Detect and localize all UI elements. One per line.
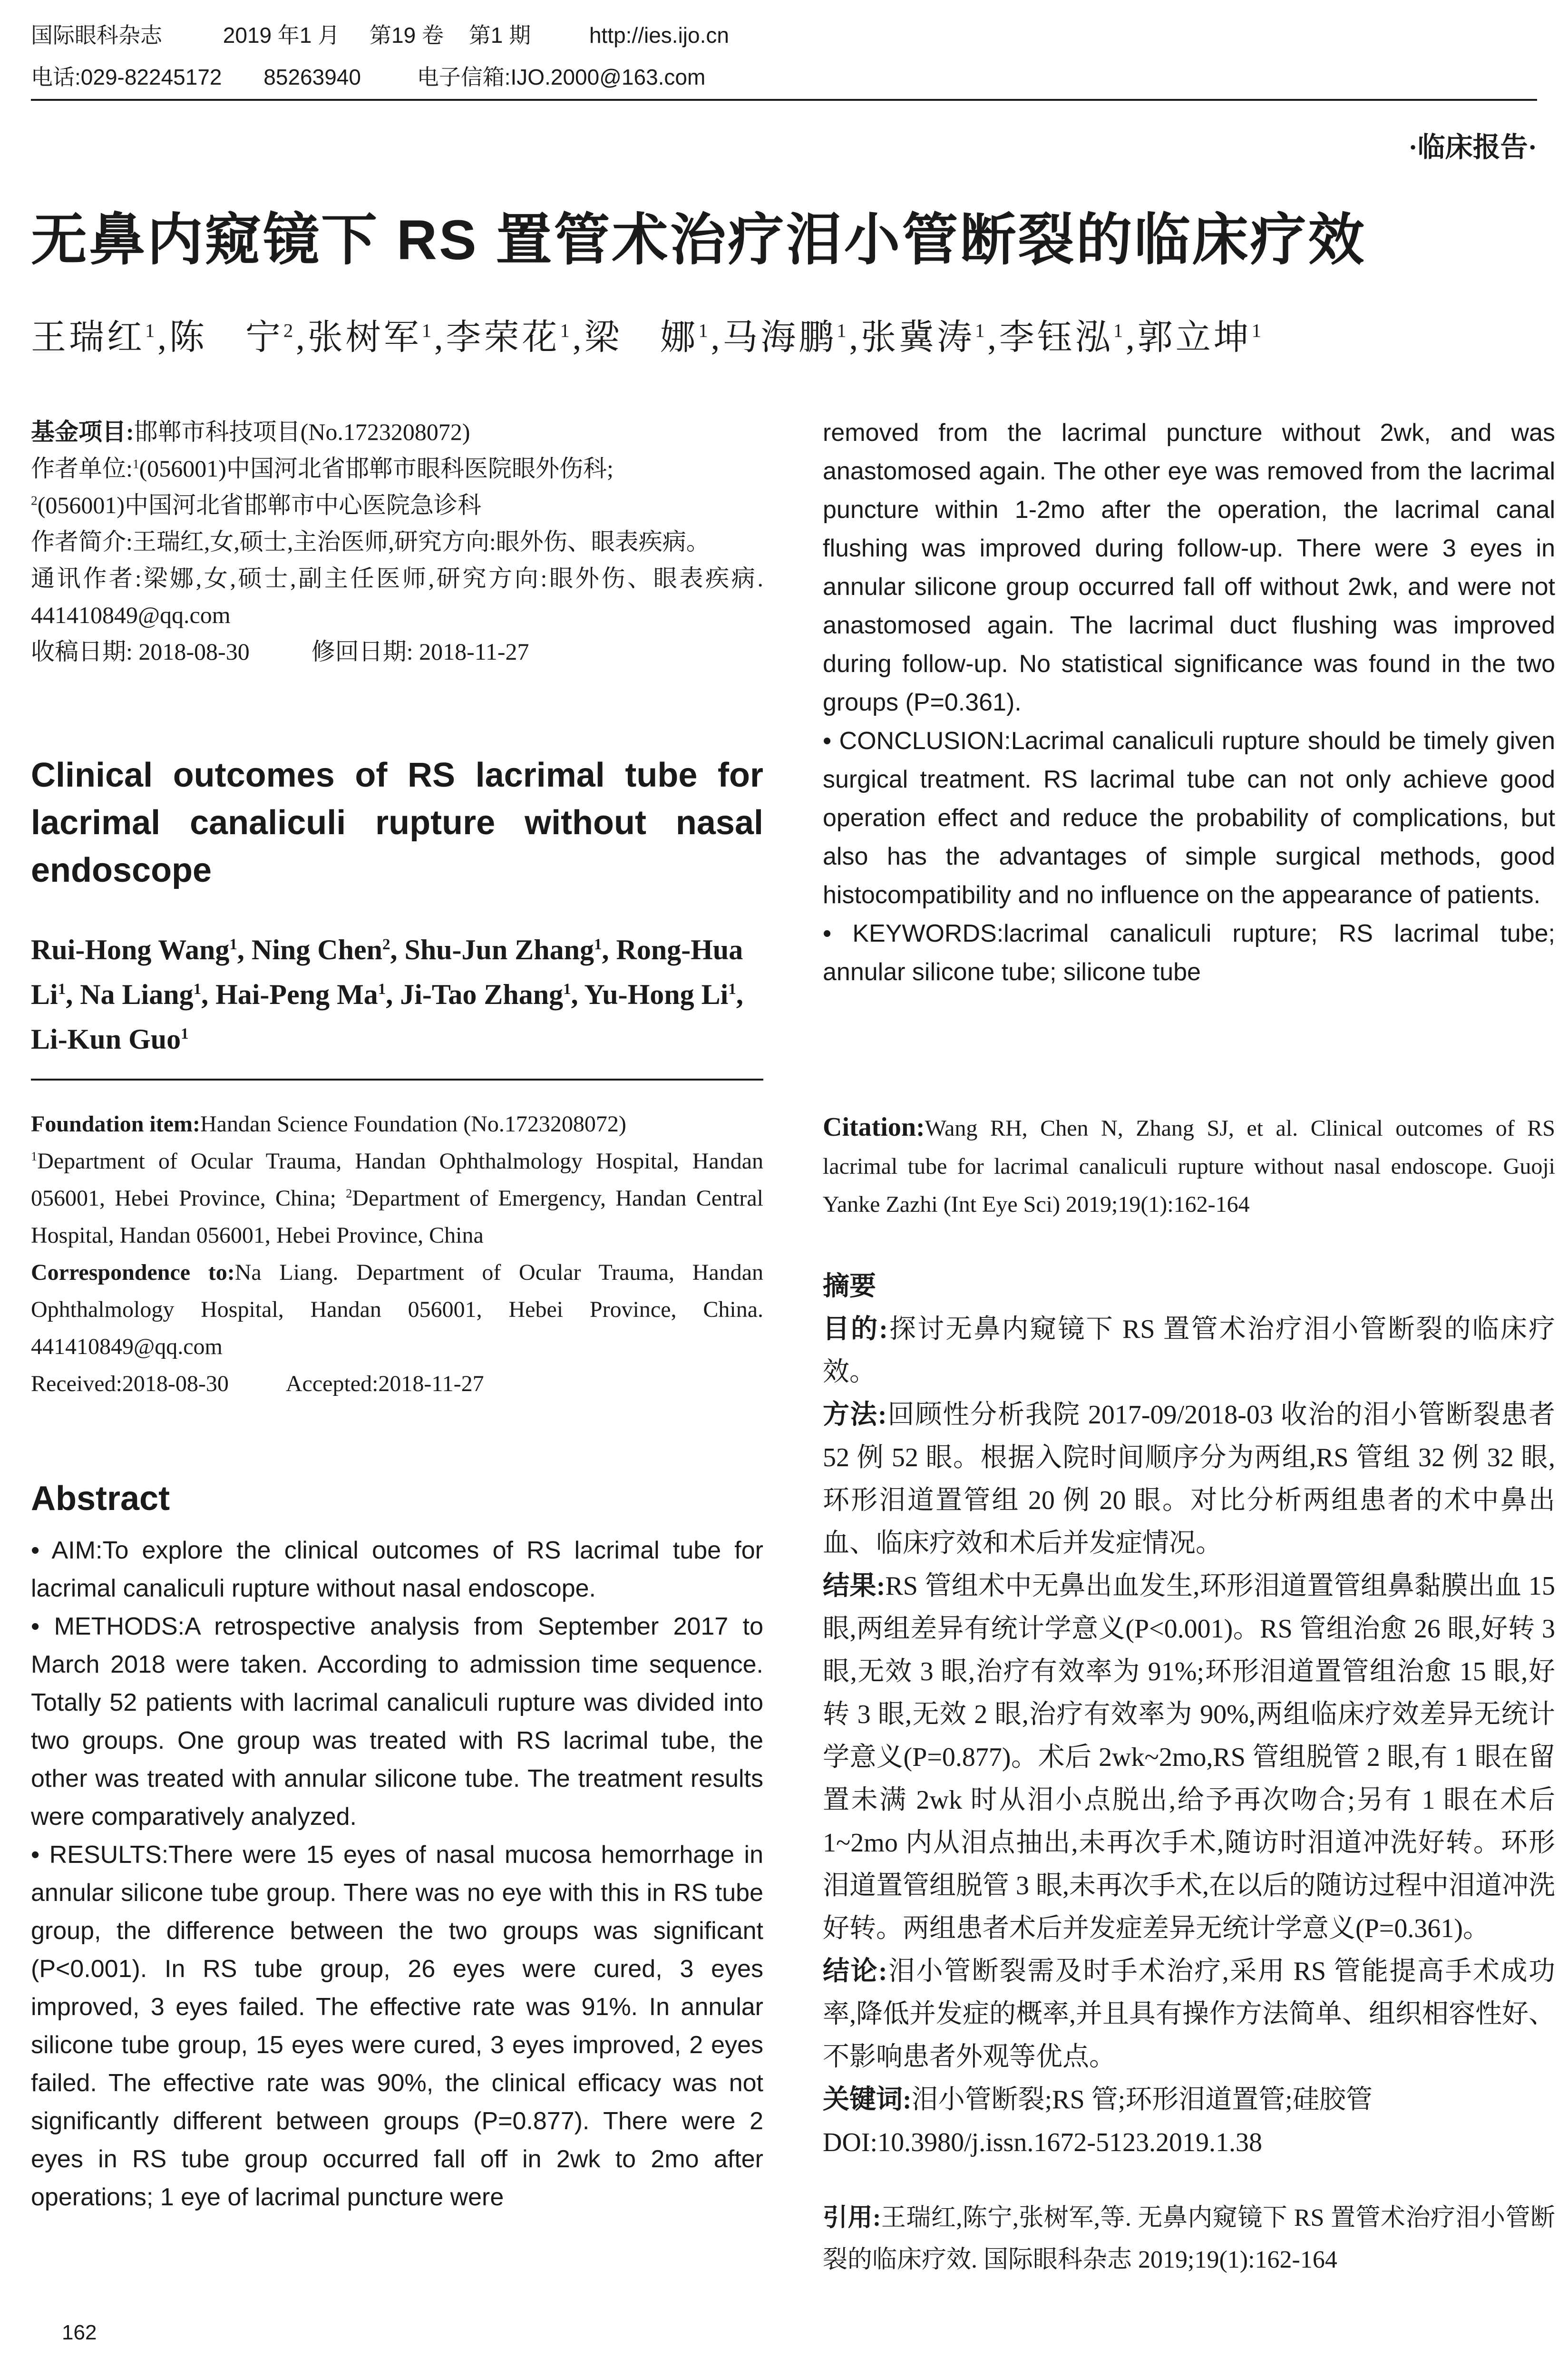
- page-number: 162: [62, 2321, 97, 2344]
- zh-keywords-label: 关键词:: [823, 2085, 912, 2114]
- affiliation2-cn: (056001)中国河北省邯郸市中心医院急诊科: [37, 492, 482, 518]
- phone-2: 85263940: [263, 65, 361, 89]
- zh-results-label: 结果:: [823, 1571, 886, 1601]
- author-name: Na Liang: [80, 979, 194, 1010]
- keywords-text: lacrimal canaliculi rupture; RS lacrimal tube; annular silicone tube; silicone tube: [823, 920, 1555, 986]
- author-affiliation-sup: 1: [728, 981, 736, 998]
- header-rule: [31, 99, 1537, 101]
- author-name: 王瑞红: [31, 318, 145, 357]
- affil1-sup: 1: [132, 456, 139, 471]
- received-cn: 收稿日期: 2018-08-30: [31, 638, 250, 665]
- author-affiliation-sup: 1: [145, 320, 158, 341]
- methods-text: A retrospective analysis from September 2017 to March 2018 were taken. According to admission time sequence. Totally 52 patients with lacrimal canaliculi rupture was divided into two groups. One group was treated with RS lacrimal tube, the other was treated with annular silicone tube. The treatment results were comparatively analyzed.: [31, 1613, 764, 1831]
- zh-methods-text: 回顾性分析我院 2017-09/2018-03 收治的泪小管断裂患者 52 例 52 眼。根据入院时间顺序分为两组,RS 管组 32 例 32 眼,环形泪道置管组 20 例 20 眼。对比分析两组患者的术中鼻出血、临床疗效和术后并发症情况。: [823, 1400, 1555, 1558]
- author-name: Rong-Hua Li: [31, 934, 743, 1010]
- article-title-cn: 无鼻内窥镜下 RS 置管术治疗泪小管断裂的临床疗效: [31, 209, 1366, 272]
- aim-label: AIM:: [51, 1537, 103, 1564]
- citation-text: Wang RH, Chen N, Zhang SJ, et al. Clinical outcomes of RS lacrimal tube for lacrimal canaliculi rupture without nasal endoscope. Guoji Yanke Zazhi (Int Eye Sci) 2019;19(1):162-164: [823, 1116, 1555, 1217]
- conclusion-text: Lacrimal canaliculi rupture should be timely given surgical treatment. RS lacrimal tube can not only achieve good operation effect and reduce the probability of complications, but also has the advantages of simple surgical methods, good histocompatibility and no influence on the appearance of patients.: [823, 727, 1555, 909]
- foundation-en: Handan Science Foundation (No.1723208072): [200, 1111, 626, 1137]
- abstract-heading: Abstract: [31, 1480, 170, 1518]
- author-affiliation-sup: 1: [698, 320, 711, 341]
- author-name: 李钰泓: [999, 318, 1113, 357]
- issue: 第1 期: [468, 23, 531, 48]
- zh-citation-text: 王瑞红,陈宁,张树军,等. 无鼻内窥镜下 RS 置管术治疗泪小管断裂的临床疗效. 国际眼科杂志 2019;19(1):162-164: [823, 2204, 1555, 2273]
- volume: 第19 卷: [370, 23, 444, 48]
- author-affiliation-sup: 1: [58, 981, 66, 998]
- zh-methods-label: 方法:: [823, 1400, 887, 1430]
- author-list-cn: 王瑞红$^1$,陈 宁$^2$,张树军$^1$,李荣花$^1$,梁 娜$^1$,马海鹏$^1$,张冀涛$^1$,李钰泓$^1$,郭立坤$^1$: [31, 318, 1265, 357]
- author-name: 陈 宁: [169, 318, 283, 357]
- author-name: 张树军: [307, 318, 422, 357]
- dept1-sup: 1: [31, 1149, 38, 1163]
- foundation-label-cn: 基金项目:: [31, 419, 134, 445]
- author-name: Ji-Tao Zhang: [400, 979, 564, 1010]
- zh-conclusion-text: 泪小管断裂需及时手术治疗,采用 RS 管能提高手术成功率,降低并发症的概率,并且具有操作方法简单、组织相容性好、不影响患者外观等优点。: [823, 1957, 1555, 2072]
- corr-cn: 梁娜,女,硕士,副主任医师,研究方向:眼外伤、眼表疾病. 441410849@qq.com: [31, 565, 763, 628]
- corr-en: Na Liang. Department of Ocular Trauma, Handan Ophthalmology Hospital, Handan 056001, Hebei Province, China. 441410849@qq.com: [31, 1260, 764, 1359]
- author-name: 李荣花: [446, 318, 560, 357]
- author-affiliation-sup: 1: [563, 981, 571, 998]
- author-affiliation-sup: 1: [1251, 320, 1265, 341]
- affiliation-label-cn: 作者单位:: [31, 455, 133, 482]
- issue-date: 2019 年1 月: [223, 23, 340, 48]
- aim-text: To explore the clinical outcomes of RS lacrimal tube for lacrimal canaliculi rupture without nasal endoscope.: [31, 1537, 763, 1602]
- author-affiliation-sup: 1: [1113, 320, 1126, 341]
- phone: 电话:029-82245172: [31, 65, 222, 89]
- dept2-en: Department of Emergency, Handan Central Hospital, Handan 056001, Hebei Province, China: [31, 1186, 763, 1248]
- zh-conclusion-label: 结论:: [823, 1957, 887, 1986]
- author-rule: [31, 1079, 763, 1081]
- dept1-en: Department of Ocular Trauma, Handan Ophthalmology Hospital, Handan 056001, Hebei Province, China;: [31, 1149, 763, 1211]
- affiliation1-cn: (056001)中国河北省邯郸市眼科医院眼外伤科;: [139, 455, 614, 482]
- author-affiliation-sup: 1: [560, 320, 573, 341]
- abstract-body: • AIM:To explore the clinical outcomes of RS lacrimal tube for lacrimal canaliculi rupture without nasal endoscope. • METHODS:A retrospective analysis from September 2017 to March 2018 were taken. According to admission time sequence. Totally 52 patients with lacrimal canaliculi rupture was divided into two groups. One group was treated with RS lacrimal tube, the other was treated with annular silicone tube. The treatment results were comparatively analyzed. • RESULTS:There were 15 eyes of nasal mucosa hemorrhage in annular silicone tube group. There was no eye with this in RS tube group, the difference between the two groups was significant (P<0.001). In RS tube group, 26 eyes were cured, 3 eyes improved, 3 eyes failed. The effective rate was 91%. In annular silicone tube group, 15 eyes were cured, 3 eyes improved, 2 eyes failed. The effective rate was 90%, the clinical efficacy was not significantly different between groups (P=0.877). There were 2 eyes in RS tube group occurred fall off in 2wk to 2mo after operations; 1 eye of lacrimal puncture were: [31, 1537, 764, 2211]
- email[interactable]: 电子信箱:IJO.2000@163.com: [417, 65, 706, 89]
- dept2-sup: 2: [346, 1186, 352, 1200]
- revised-cn: 修回日期: 2018-11-27: [311, 638, 529, 665]
- foundation-cn: 邯郸市科技项目(No.1723208072): [134, 419, 470, 445]
- en-article-info: [31, 1106, 763, 1403]
- zh-keywords-text: 泪小管断裂;RS 管;环形泪道置管;硅胶管: [911, 2085, 1373, 2114]
- journal-name: 国际眼科杂志: [31, 23, 162, 48]
- author-affiliation-sup: 2: [283, 320, 296, 341]
- journal-header-line1: [31, 21, 729, 49]
- author-affiliation-sup: 1: [975, 320, 988, 341]
- author-name: 梁 娜: [584, 318, 699, 357]
- foundation-label-en: Foundation item:: [31, 1111, 201, 1137]
- author-name: Rui-Hong Wang: [31, 934, 230, 965]
- corr-label-cn: 通讯作者:: [31, 565, 142, 592]
- zh-abstract-heading: 摘要: [823, 1272, 876, 1301]
- received-en: Received:2018-08-30: [31, 1371, 229, 1396]
- doi[interactable]: DOI:10.3980/j.issn.1672-5123.2019.1.38: [823, 2128, 1262, 2157]
- author-affiliation-sup: 1: [181, 1025, 189, 1042]
- corr-label-en: Correspondence to:: [31, 1260, 235, 1285]
- citation-en: [823, 1108, 1555, 1224]
- zh-aim-label: 目的:: [823, 1315, 888, 1344]
- author-affiliation-sup: 2: [382, 936, 390, 953]
- article-title-en: Clinical outcomes of RS lacrimal tube for lacrimal canaliculi rupture without nasal endoscope: [31, 756, 763, 889]
- author-affiliation-sup: 1: [193, 981, 202, 998]
- author-list-en: Rui-Hong Wang$^1$, Ning Chen$^2$, Shu-Jun Zhang$^1$, Rong-Hua Li$^1$, Na Liang$^1$, Hai-Peng Ma$^1$, Ji-Tao Zhang$^1$, Yu-Hong Li$^1$, Li-Kun Guo$^1$: [31, 934, 743, 1055]
- results-text-continued: removed from the lacrimal puncture without 2wk, and was anastomosed again. The other eye was removed from the lacrimal puncture within 1-2mo after the operation, the lacrimal canal flushing was improved during follow-up. There were 3 eyes in annular silicone group occurred fall off without 2wk, and were not anastomosed again. The lacrimal duct flushing was improved during follow-up. No statistical significance was found in the two groups (P=0.361).: [823, 419, 1555, 716]
- author-affiliation-sup: 1: [837, 320, 849, 341]
- citation-cn: [823, 2197, 1555, 2281]
- citation-label: Citation:: [823, 1112, 925, 1142]
- abstract-continued: removed from the lacrimal puncture without 2wk, and was anastomosed again. The other eye was removed from the lacrimal puncture within 1-2mo after the operation, the lacrimal canal flushing was improved during follow-up. There were 3 eyes in annular silicone group occurred fall off without 2wk, and were not anastomosed again. The lacrimal duct flushing was improved during follow-up. No statistical significance was found in the two groups (P=0.361). • CONCLUSION:Lacrimal canaliculi rupture should be timely given surgical treatment. RS lacrimal tube can not only achieve good operation effect and reduce the probability of complications, but also has the advantages of simple surgical methods, good histocompatibility and no influence on the appearance of patients. • KEYWORDS:lacrimal canaliculi rupture; RS lacrimal tube; annular silicone tube; silicone tube: [823, 414, 1555, 992]
- zh-results-text: RS 管组术中无鼻出血发生,环形泪道置管组鼻黏膜出血 15 眼,两组差异有统计学意义(P<0.001)。RS 管组治愈 26 眼,好转 3 眼,无效 3 眼,治疗有效率为 91%;环形泪道置管组治愈 15 眼,好转 3 眼,无效 2 眼,治疗有效率为 90%,两组临床疗效差异无统计学意义(P=0.877)。术后 2wk~2mo,RS 管组脱管 2 眼,有 1 眼在留置未满 2wk 时从泪小点脱出,给予再次吻合;另有 1 眼在术后 1~2mo 内从泪点抽出,未再次手术,随访时泪道冲洗好转。环形泪道置管组脱管 3 眼,未再次手术,在以后的随访过程中泪道冲洗好转。两组患者术后并发症差异无统计学意义(P=0.361)。: [823, 1571, 1556, 1943]
- keywords-label: KEYWORDS:: [852, 920, 1004, 947]
- author-name: Ning Chen: [251, 934, 382, 965]
- zh-abstract: [823, 1265, 1555, 2164]
- methods-label: METHODS:: [54, 1613, 185, 1640]
- author-name: Yu-Hong Li: [584, 979, 729, 1010]
- author-name: 张冀涛: [861, 318, 975, 357]
- bio-label-cn: 作者简介:: [31, 528, 133, 555]
- cn-article-info: [31, 414, 763, 670]
- affil2-sup: 2: [31, 493, 38, 508]
- author-affiliation-sup: 1: [378, 981, 386, 998]
- author-affiliation-sup: 1: [421, 320, 435, 341]
- accepted-en: Accepted:2018-11-27: [285, 1371, 484, 1396]
- results-label: RESULTS:: [49, 1841, 169, 1869]
- journal-header-line2: [31, 63, 705, 91]
- bio-cn: 王瑞红,女,硕士,主治医师,研究方向:眼外伤、眼表疾病。: [132, 528, 710, 555]
- conclusion-label: CONCLUSION:: [839, 727, 1011, 755]
- author-name: 马海鹏: [722, 318, 837, 357]
- author-affiliation-sup: 1: [229, 936, 237, 953]
- author-name: Li-Kun Guo: [31, 1023, 181, 1055]
- author-affiliation-sup: 1: [594, 936, 602, 953]
- zh-aim-text: 探讨无鼻内窥镜下 RS 置管术治疗泪小管断裂的临床疗效。: [823, 1315, 1555, 1387]
- journal-url[interactable]: http://ies.ijo.cn: [589, 23, 729, 48]
- section-tag: ·临床报告·: [1408, 132, 1537, 163]
- author-name: 郭立坤: [1137, 318, 1252, 357]
- results-text: There were 15 eyes of nasal mucosa hemorrhage in annular silicone tube group. There was no eye with this in RS tube group, the difference between the two groups was significant (P<0.001). In RS tube group, 26 eyes were cured, 3 eyes improved, 3 eyes failed. The effective rate was 91%. In annular silicone tube group, 15 eyes were cured, 3 eyes improved, 2 eyes failed. The effective rate was 90%, the clinical efficacy was not significantly different between groups (P=0.877). There were 2 eyes in RS tube group occurred fall off in 2wk to 2mo after operations; 1 eye of lacrimal puncture were: [31, 1841, 763, 2211]
- zh-citation-label: 引用:: [823, 2204, 881, 2231]
- author-name: Hai-Peng Ma: [215, 979, 378, 1010]
- author-name: Shu-Jun Zhang: [404, 934, 594, 965]
